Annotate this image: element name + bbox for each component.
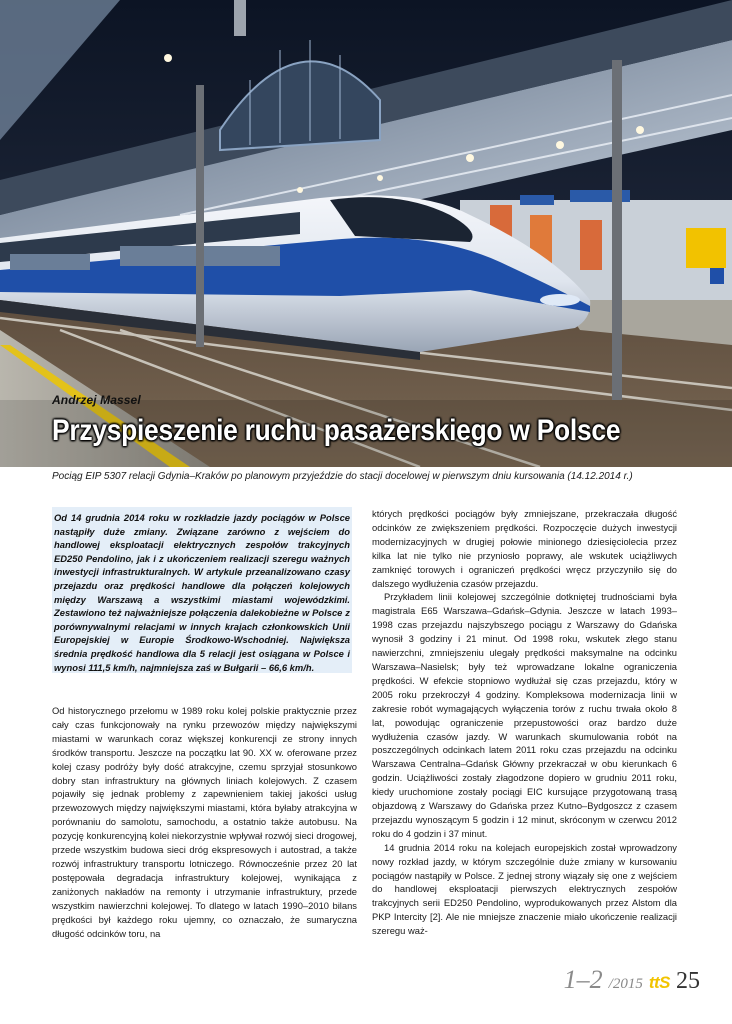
article-title: Przyspieszenie ruchu pasażerskiego w Polsce <box>52 414 621 447</box>
issue-number: 1–2 <box>563 965 603 994</box>
right-column <box>372 507 677 938</box>
magazine-logo: ttS <box>648 973 670 992</box>
lead-paragraph: Od 14 grudnia 2014 roku w rozkładzie jazdy pociągów w Polsce nastąpiły duże zmiany. Związane zarówno z wejściem do handlowej eksploatacji elektrycznych zespołów trakcyjnych ED250 Pendolino, jak i z ukończeniem realizacji szeregu ważnych inwestycji infrastrukturalnych. W artykule przeanalizowano czasy przejazdu oraz prędkości handlowe dla połączeń kolejowych między Warszawą a wszystkimi miastami wojewódzkimi. Zestawiono też najważniejsze połączenia dalekobieżne w Polsce z porównywalnymi relacjami w innych krajach członkowskich Unii Europejskiej w Europie Środkowo-Wschodniej. Największa średnia prędkość handlowa dla 5 relacji jest osiągana w Polsce i wynosi 111,5 km/h, najmniejsza zaś w Bułgarii – 66,6 km/h. <box>54 512 350 673</box>
issue-year: /2015 <box>608 976 643 992</box>
page-footer <box>564 965 700 995</box>
body-paragraph: których prędkości pociągów były zmniejszane, przekraczała długość odcinków ze zwiększeniem prędkości. Rozpoczęcie dużych inwestycji modernizacyjnych w drugiej połowie minionego dziesięciolecia przez kilka lat nie tylko nie przyniosło poprawy, ale wskutek uciążliwych zamknięć torowych i ograniczeń prędkości wręcz przyczyniło się do dalszego wydłużenia czasów przejazdu. <box>372 508 677 589</box>
body-paragraph: Od historycznego przełomu w 1989 roku kolej polskie praktycznie przez cały czas funkcjonowały na rynku przewozów między największymi miastami w warunkach coraz większej konkurencji ze strony innych środków transportu. Jeszcze na początku lat 90. XX w. oferowane przez kolej czasy podróży były dość atrakcyjne, czemu sprzyjał stosunkowo dobry stan infrastruktury na głównych liniach kolejowych. Z czasem pojawiły się jednak problemy z zapewnieniem takiej jakości usług przewozowych między największymi miastami, która byłaby atrakcyjna w porównaniu do samolotu, samochodu, a ostatnio także autobusu. Na pozycję konkurencyjną kolei niekorzystnie wpływał rozwój sieci drogowej, przede wszystkim budowa sieci dróg ekspresowych i autostrad, a także rozwój infrastruktury transportu lotniczego. Równocześnie przez 20 lat postępowała degradacja infrastruktury kolejowej, wynikająca z zaniżonych nakładów na remonty i utrzymanie infrastruktury, przede wszystkim nawierzchni kolejowej. To dlatego w latach 1990–2010 bilans prędkości był każdego roku ujemny, co oznaczało, że sumaryczna długość odcinków toru, na <box>52 705 357 939</box>
page-number: 25 <box>676 968 700 994</box>
photo-caption: Pociąg EIP 5307 relacji Gdynia–Kraków po planowym przyjeździe do stacji docelowej w pierwszym dniu kursowania (14.12.2014 r.) <box>52 471 633 482</box>
body-paragraph: Przykładem linii kolejowej szczególnie dotkniętej trudnościami była magistrala E65 Warszawa–Gdańsk–Gdynia. Jeszcze w latach 1993–1998 czas przejazdu najszybszego pociągu z Warszawy do Gdańska wynosił 3 godziny i 21 minut. Od 1998 roku, wskutek złego stanu nawierzchni, zmniejszeniu ulegały prędkości maksymalne na odcinku Warszawa–Nasielsk; były też wprowadzane lokalne ograniczenia prędkości. W efekcie stopniowo wydłużał się czas przejazdu, który w 2005 roku przekroczył 4 godziny. Kompleksowa modernizacja linii w zakresie robót wymagających wyłączenia torów z ruchu trwała około 8 lat, powodując ograniczenie przepustowości oraz bardzo duże wydłużenia czasów jazdy. W warunkach skumulowania robót na poszczególnych odcinkach latem 2011 roku czas przejazdu na odcinku Warszawa Centralna–Gdańsk Główny przekraczał w obu kierunkach 6 godzin. Uciążliwości zostały złagodzone dopiero w grudniu 2011 roku, kiedy uruchomione zostały pociągi EIC kursujące przygotowaną trasą objazdową z Warszawy do Gdańska przez Kutno–Bydgoszcz z czasem przejazdu wynoszącym 5 godzin i 12 minut, skróconym w czerwcu 2012 roku do 4 godzin i 37 minut. <box>372 591 677 839</box>
lead-box <box>52 507 352 673</box>
body-paragraph: 14 grudnia 2014 roku na kolejach europejskich został wprowadzony nowy rozkład jazdy, w którym szczególnie duże zmiany w kursowaniu pociągów nastąpiły w Polsce. Z jednej strony wiązały się one z wejściem do handlowej eksploatacji pierwszych elektrycznych zespołów trakcyjnych serii ED250 Pendolino, wyprodukowanych przez Alstom dla PKP Intercity [2]. Ale nie mniejsze znaczenie miało ukończenie realizacji szeregu waż- <box>372 841 677 937</box>
author-name: Andrzej Massel <box>52 393 141 407</box>
left-column <box>52 704 357 940</box>
